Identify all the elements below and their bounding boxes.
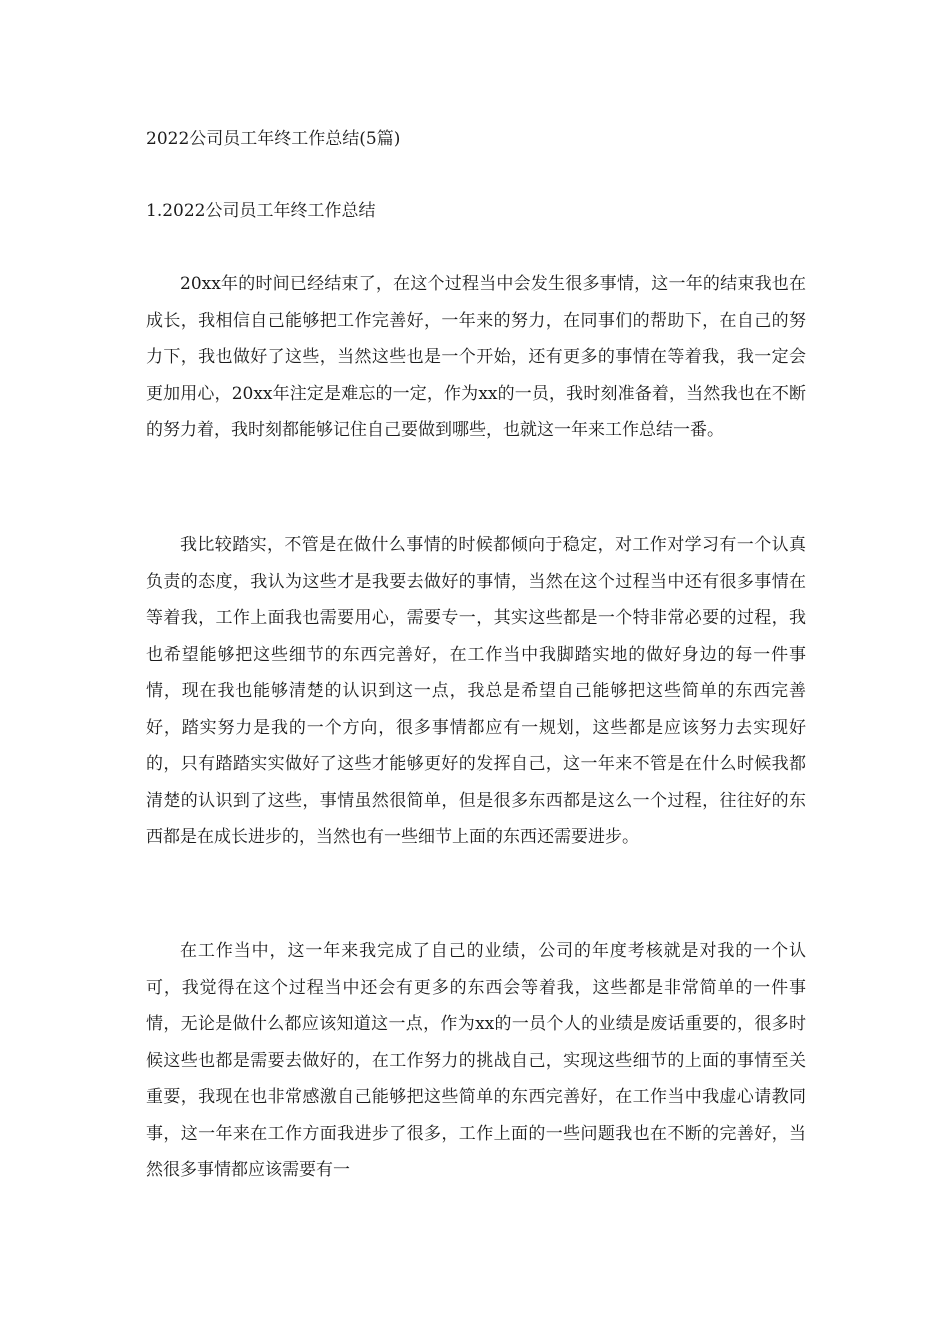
paragraph-1: 20xx年的时间已经结束了，在这个过程当中会发生很多事情，这一年的结束我也在成长，我相信自己能够把工作完善好，一年来的努力，在同事们的帮助下，在自己的努力下，我也做好了这些，当然这些也是一个开始，还有更多的事情在等着我，我一定会更加用心，20xx年注定是难忘的一定，作为xx的一员，我时刻准备着，当然我也在不断的努力着，我时刻都能够记住自己要做到哪些，也就这一年来工作总结一番。 [146,274,806,440]
paragraph-3: 在工作当中，这一年来我完成了自己的业绩，公司的年度考核就是对我的一个认可，我觉得在这个过程当中还会有更多的东西会等着我，这些都是非常简单的一件事情，无论是做什么都应该知道这一点，作为xx的一员个人的业绩是废话重要的，很多时候这些也都是需要去做好的，在工作努力的挑战自己，实现这些细节的上面的事情至关重要，我现在也非常感激自己能够把这些简单的东西完善好，在工作当中我虚心请教同事，这一年来在工作方面我进步了很多，工作上面的一些问题我也在不断的完善好，当然很多事情都应该需要有一 [146,941,806,1180]
paragraph-2: 我比较踏实，不管是在做什么事情的时候都倾向于稳定，对工作对学习有一个认真负责的态度，我认为这些才是我要去做好的事情，当然在这个过程当中还有很多事情在等着我，工作上面我也需要用心，需要专一，其实这些都是一个特非常必要的过程，我也希望能够把这些细节的东西完善好，在工作当中我脚踏实地的做好身边的每一件事情，现在我也能够清楚的认识到这一点，我总是希望自己能够把这些简单的东西完善好，踏实努力是我的一个方向，很多事情都应有一规划，这些都是应该努力去实现好的，只有踏踏实实做好了这些才能够更好的发挥自己，这一年来不管是在什么时候我都清楚的认识到了这些，事情虽然很简单，但是很多东西都是这么一个过程，往往好的东西都是在成长进步的，当然也有一些细节上面的东西还需要进步。 [146,535,806,847]
section-title: 1.2022公司员工年终工作总结 [146,201,376,221]
document-title: 2022公司员工年终工作总结(5篇) [146,129,401,149]
